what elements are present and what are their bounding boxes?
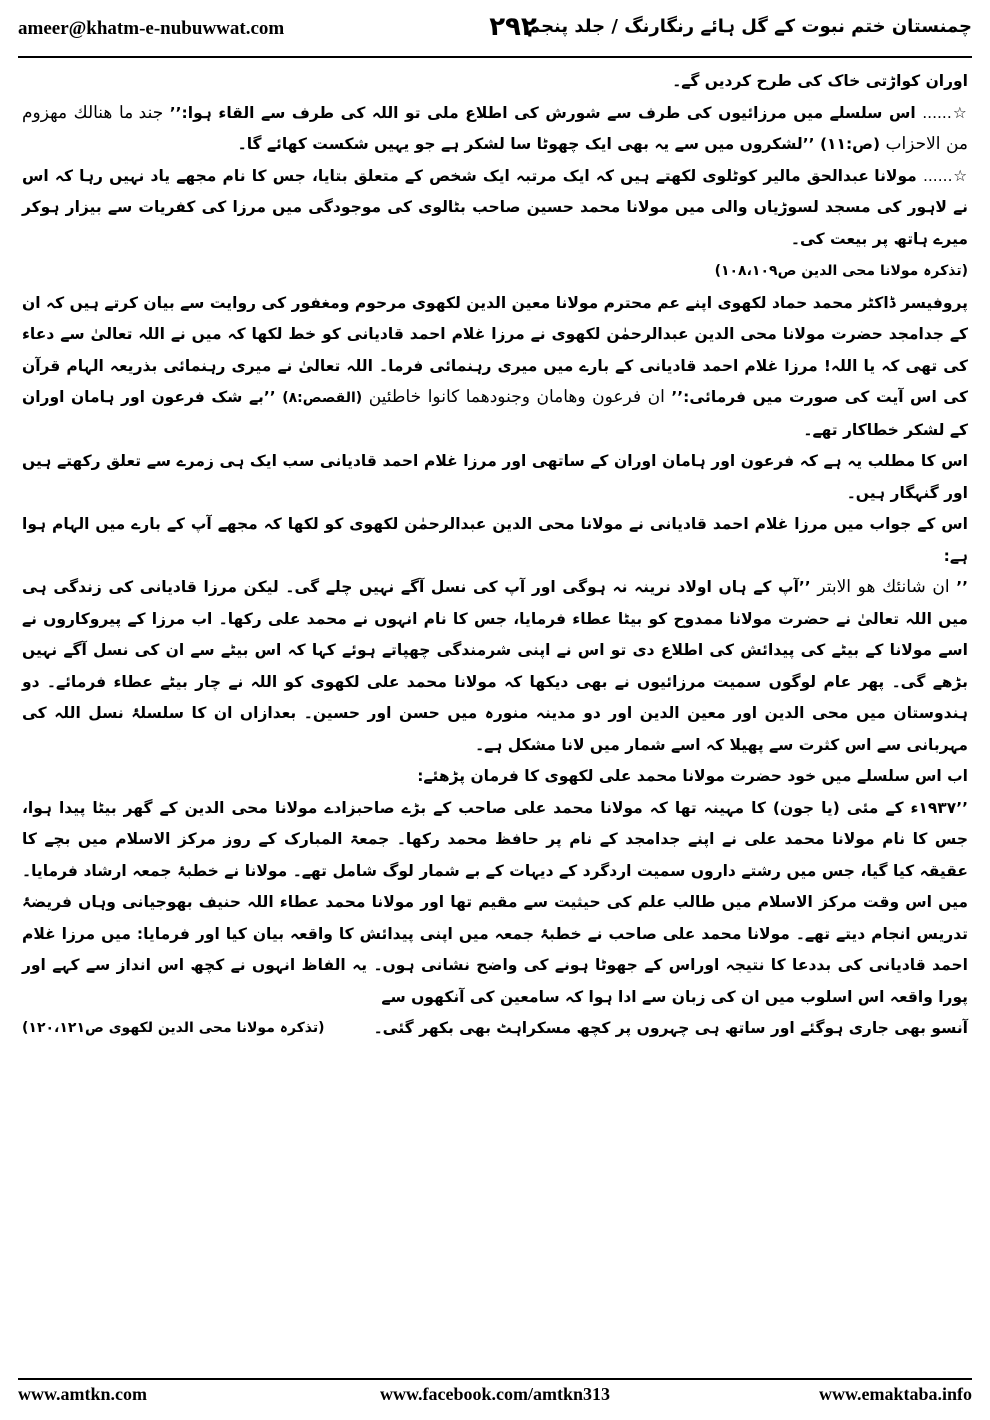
footer-divider xyxy=(18,1378,972,1380)
quran-verse-3: ان شانئك هو الابتر xyxy=(817,577,950,597)
header-email-link[interactable]: ameer@khatm-e-nubuwwat.com xyxy=(18,18,285,39)
page-number: ۲۹۲ xyxy=(489,12,537,42)
star-bullet-icon: ☆...... xyxy=(922,103,968,122)
header-divider xyxy=(18,56,972,58)
paragraph-4-text: پروفیسر ڈاکٹر محمد حماد لکھوی اپنے عم محترم مولانا معین الدین لکھوی مرحوم ومغفور کی روایت سے بیان کرتے ہیں کہ ان کے جدامجد حضرت مولانا محی الدین عبدالرحمٰن لکھوی نے مرزا غلام احمد قادیانی کو خط لکھا کہ میں نے اللہ تعالیٰ سے دعاء کی تھی کہ یا اللہ! مرزا غلام احمد قادیانی کے بارے میں میری رہنمائی فرما۔ اللہ تعالیٰ نے میری رہنمائی بذریعہ الہام قرآن کی اس آیت کی صورت میں فرمائی:’’ xyxy=(22,293,968,406)
page-body xyxy=(22,66,968,1372)
paragraph-1: اوران کواڑتی خاک کی طرح کردیں گے۔ xyxy=(672,72,968,90)
paragraph-7 xyxy=(22,572,968,761)
paragraph-2-text: اس سلسلے میں مرزائیوں کی طرف سے شورش کی اطلاع ملی تو اللہ کی طرف سے القاء ہوا:’’ xyxy=(169,103,916,122)
book-title: چمنستان ختم نبوت کے گل ہائے رنگارنگ / جلد پنجم xyxy=(526,16,972,37)
paragraph-2 xyxy=(22,98,968,161)
quran-verse-2: ان فرعون وهامان وجنودهما كانوا خاطئين xyxy=(368,387,665,407)
paragraph-7-text: ’’آپ کے ہاں اولاد نرینہ نہ ہوگی اور آپ کی نسل آگے نہیں چلے گی۔ لیکن مرزا قادیانی کی زندگی ہی میں اللہ تعالیٰ نے حضرت مولانا ممدوح کو بیٹا عطاء فرمایا، جس کا نام انہوں نے محمد علی رکھا۔ اب مرزا کے پیروکاروں نے اسے مولانا کے بیٹے کی پیدائش کی اطلاع دی تو اس نے اپنی شرمندگی چھپاتے ہوئے کہا کہ اس بیٹے سے ان کی نسل آگے نہیں بڑھے گی۔ پھر عام لوگوں سمیت مرزائیوں نے بھی دیکھا کہ مولانا محمد علی لکھوی کو اللہ نے چار بیٹے عطاء فرمائے۔ دو ہندوستان میں محی الدین اور معین الدین اور دو مدینہ منورہ میں حسن اور حسین۔ بعدازاں ان کا سلسلۂ نسل اللہ کی مہربانی سے اس کثرت سے پھیلا کہ اسے شمار میں لانا مشکل ہے۔ xyxy=(22,578,968,754)
paragraph-4 xyxy=(22,288,968,447)
verse-ref-1: (ص:۱۱) xyxy=(819,135,881,153)
paragraph-5: اس کا مطلب یہ ہے کہ فرعون اور ہامان اوران کے ساتھی اور مرزا غلام احمد قادیانی سب ایک ہی زمرے سے تعلق رکھتے ہیں اور گنہگار ہیں۔ xyxy=(22,452,968,502)
quran-verse-1: جند ما هنالك مهزوم من الاحزاب xyxy=(22,102,968,154)
verse-ref-2: (القصص:۸) xyxy=(282,390,363,406)
footer-link-emaktaba[interactable]: www.emaktaba.info xyxy=(818,1384,972,1404)
citation-1 xyxy=(22,255,968,288)
paragraph-9: ’’۱۹۳۷ء کے مئی (یا جون) کا مہینہ تھا کہ مولانا محمد علی صاحب کے بڑے صاحبزادے مولانا محی الدین کے گھر بیٹا پیدا ہوا، جس کا نام مولانا محمد علی نے اپنے جدامجد کے نام پر حافظ محمد رکھا۔ جمعۃ المبارک کے روز مرکز الاسلام میں بچے کا عقیقہ کیا گیا، جس میں رشتے داروں سمیت اردگرد کے دیہات کے بے شمار لوگ شامل تھے۔ مولانا نے خطبۂ جمعہ ارشاد فرمایا۔ میں اس وقت مرکز الاسلام میں طالب علم کی حیثیت سے مقیم تھا اور مولانا محمد عطاء اللہ حنیف بھوجیانی وہاں فریضۂ تدریس انجام دیتے تھے۔ مولانا محمد علی صاحب نے خطبۂ جمعہ میں اپنی پیدائش کا واقعہ بیان کیا اور فرمایا: میں مرزا غلام احمد قادیانی کی بددعا کا نتیجہ اوراس کے جھوٹا ہونے کی واضح نشانی ہوں۔ یہ الفاظ انہوں نے کچھ اس انداز سے کہے اور پورا واقعہ اس اسلوب میں ان کی زبان سے ادا ہوا کہ سامعین کی آنکھوں سے xyxy=(22,798,968,1006)
paragraph-3 xyxy=(22,161,968,256)
paragraph-7-open-quote: ’’ xyxy=(956,578,968,596)
paragraph-3-text: مولانا عبدالحق مالیر کوٹلوی لکھتے ہیں کہ ایک مرتبہ ایک شخص کے متعلق بتایا، جس کا نام مجھے یاد نہیں رہا کہ اس نے لاہور کی مسجد لسوڑیاں والی میں مولانا محمد حسین صاحب بٹالوی کی موجودگی میں مرزا کی کفریات سے بیزار ہوکر میرے ہاتھ پر بیعت کی۔ xyxy=(22,166,968,248)
footer-link-facebook[interactable]: www.facebook.com/amtkn313 xyxy=(380,1384,610,1404)
page-header xyxy=(18,12,972,52)
paragraph-2-tail: ’’لشکروں میں سے یہ بھی ایک چھوٹا سا لشکر ہے جو یہیں شکست کھائے گا۔ xyxy=(237,135,815,153)
paragraph-9-last-text: آنسو بھی جاری ہوگئے اور ساتھ ہی چہروں پر کچھ مسکراہٹ بھی بکھر گئی۔ xyxy=(373,1019,968,1037)
star-bullet-icon: ☆...... xyxy=(922,166,968,185)
paragraph-6: اس کے جواب میں مرزا غلام احمد قادیانی نے مولانا محی الدین عبدالرحمٰن لکھوی کو لکھا کہ مجھے آپ کے بارے میں الہام ہوا ہے: xyxy=(22,515,968,565)
citation-1-text: (تذکرہ مولانا محی الدین ص۱۰۸،۱۰۹) xyxy=(714,263,968,279)
paragraph-8: اب اس سلسلے میں خود حضرت مولانا محمد علی لکھوی کا فرمان پڑھئے: xyxy=(417,767,968,785)
footer-link-amtkn[interactable]: www.amtkn.com xyxy=(18,1384,147,1404)
citation-2: (تذکرہ مولانا محی الدین لکھوی ص۱۲۰،۱۲۱) xyxy=(22,1020,325,1036)
page-footer xyxy=(18,1384,972,1410)
paragraph-4-tail: ’’بے شک فرعون اور ہامان اوران کے لشکر خطاکار تھے۔ xyxy=(22,388,968,439)
paragraph-9-last-line xyxy=(22,1013,968,1045)
